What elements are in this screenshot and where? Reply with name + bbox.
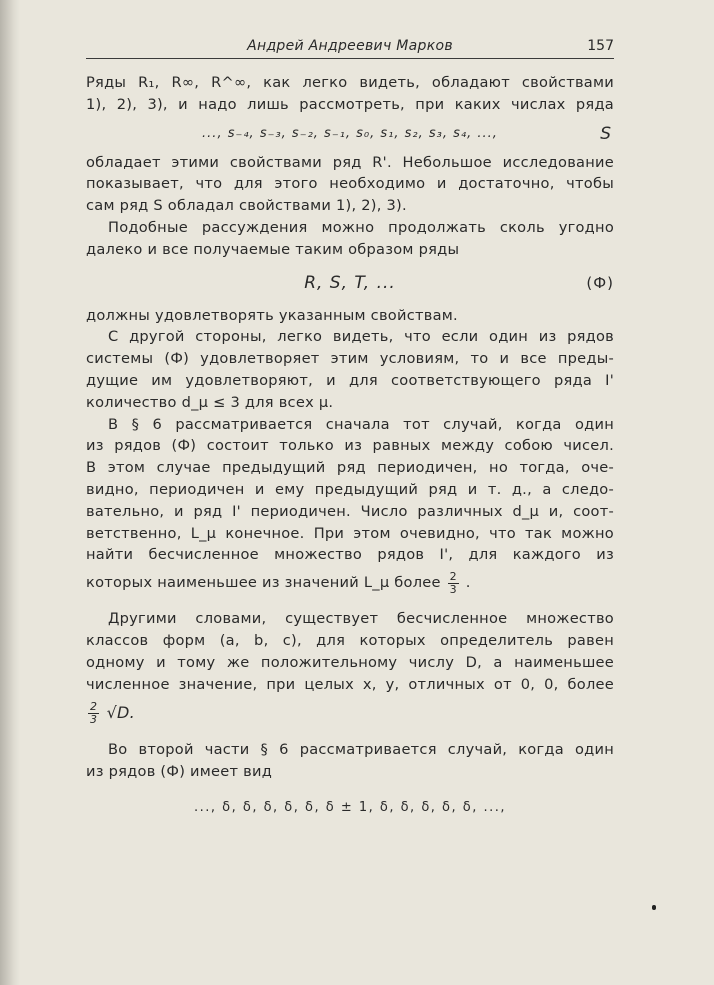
fraction-numerator: 2 bbox=[90, 700, 98, 714]
text-line: которых наименьшее из значений L_μ более bbox=[86, 574, 441, 592]
text-line: должны удовлетворять указанным свойствам. bbox=[86, 306, 458, 324]
print-speck bbox=[652, 905, 656, 910]
text-line: Ряды R₁, R∞, R^∞, как легко видеть, обладают свойствами bbox=[86, 74, 614, 91]
sequence-delta: ..., δ, δ, δ, δ, δ, δ ± 1, δ, δ, δ, δ, δ, ..., bbox=[193, 799, 507, 815]
page-number: 157 bbox=[587, 38, 614, 54]
line-with-fraction bbox=[86, 566, 614, 600]
text-line: В § 6 рассматривается сначала тот случай, когда один bbox=[108, 415, 614, 433]
text-line: из рядов (Ф) имеет вид bbox=[86, 763, 273, 781]
page-header bbox=[86, 38, 614, 60]
text-line: Подобные рассуждения можно продолжать сколь угодно bbox=[108, 218, 614, 236]
text-line: сам ряд S обладал свойствами 1), 2), 3). bbox=[86, 197, 407, 215]
header-rule bbox=[86, 58, 614, 59]
text-line: В этом случае предыдущий ряд периодичен, но тогда, оче- bbox=[86, 459, 614, 477]
text-line: Во второй части § 6 рассматривается случай, когда один bbox=[108, 741, 614, 759]
page-body bbox=[86, 72, 614, 833]
text-line: ветственно, L_μ конечное. При этом очевидно, что так можно bbox=[86, 524, 614, 542]
fraction-denominator: 3 bbox=[90, 713, 98, 727]
text-line: С другой стороны, легко видеть, что если один из рядов bbox=[108, 328, 614, 346]
text-line: системы (Ф) удовлетворяет этим условиям, то и все преды- bbox=[86, 350, 614, 368]
text-line: 1), 2), 3), и надо лишь рассмотреть, при каких числах ряда bbox=[86, 95, 614, 113]
fraction-two-thirds bbox=[448, 571, 459, 596]
text-line: количество d_μ ≤ 3 для всех μ. bbox=[86, 393, 334, 411]
formula-phi-tag: (Ф) bbox=[586, 273, 614, 292]
text-line: из рядов (Ф) состоит только из равных между собою чисел. bbox=[86, 437, 614, 455]
page-gutter-shadow bbox=[0, 0, 20, 985]
formula-phi-expr: R, S, T, ... bbox=[304, 272, 396, 293]
sequence-s-label: S bbox=[600, 123, 612, 144]
fraction-denominator: 3 bbox=[449, 582, 457, 596]
text-line: вательно, и ряд I' периодичен. Число различных d_μ и, соот- bbox=[86, 502, 614, 520]
sqrt-expression: √D. bbox=[106, 703, 135, 723]
text-line: дущие им удовлетворяют, и для соответствующего ряда I' bbox=[86, 371, 614, 389]
line-sqrt-formula bbox=[86, 695, 614, 731]
text-line: далеко и все получаемые таким образом ряды bbox=[86, 240, 460, 258]
text-line: показывает, что для этого необходимо и достаточно, чтобы bbox=[86, 175, 614, 193]
fraction-numerator: 2 bbox=[449, 569, 457, 583]
sequence-s bbox=[86, 116, 614, 152]
text-line: обладает этими свойствами ряд R'. Небольшое исследование bbox=[86, 153, 614, 171]
fraction-two-thirds-sqrt bbox=[88, 701, 99, 726]
text-line: одному и тому же положительному числу D, а наименьшее bbox=[86, 653, 614, 671]
fraction-trailing-period: . bbox=[465, 574, 471, 592]
formula-phi bbox=[86, 261, 614, 305]
text-line: классов форм (a, b, c), для которых определитель равен bbox=[86, 631, 614, 649]
text-line: численное значение, при целых x, y, отличных от 0, 0, более bbox=[86, 675, 614, 693]
sequence-s-terms: ..., s₋₄, s₋₃, s₋₂, s₋₁, s₀, s₁, s₂, s₃, s₄, ..., bbox=[202, 125, 498, 141]
running-title: Андрей Андреевич Марков bbox=[247, 38, 453, 54]
text-line: Другими словами, существует бесчисленное множество bbox=[108, 610, 614, 628]
text-line: видно, периодичен и ему предыдущий ряд и т. д., а следо- bbox=[86, 480, 614, 498]
text-line: найти бесчисленное множество рядов I', для каждого из bbox=[86, 546, 614, 564]
